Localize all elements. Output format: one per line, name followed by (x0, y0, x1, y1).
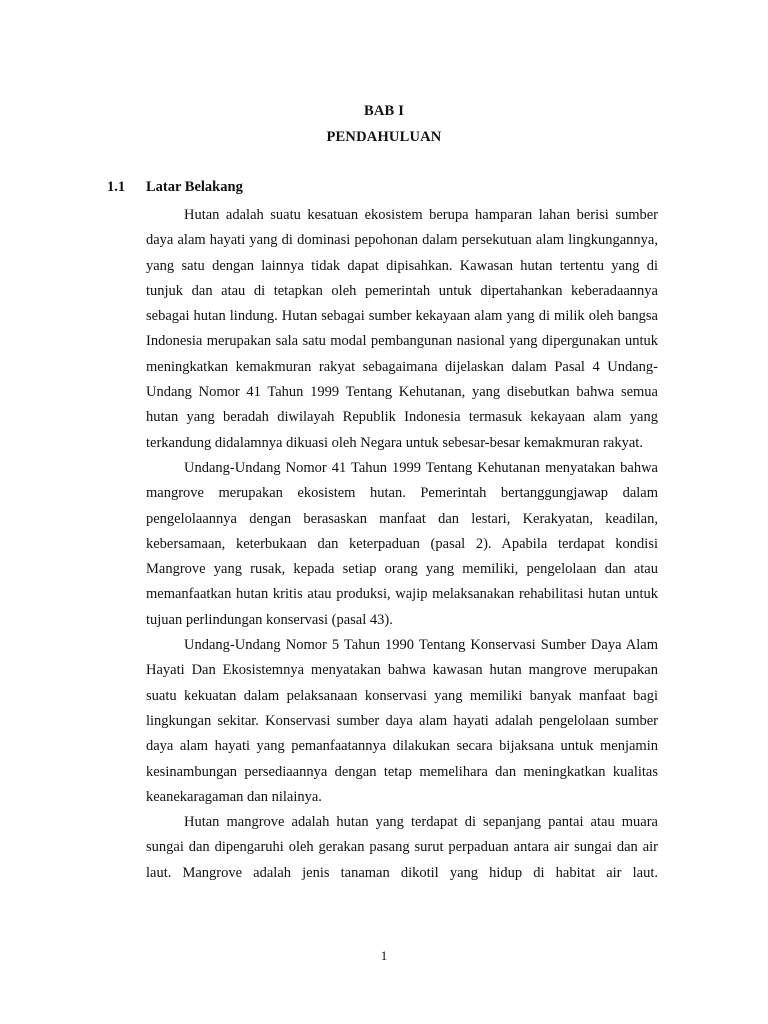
body-text (146, 203, 658, 886)
chapter-label: BAB I (363, 103, 405, 119)
chapter-title: PENDAHULUAN (326, 129, 442, 145)
page-number: 1 (380, 948, 388, 963)
paragraph: Undang-Undang Nomor 41 Tahun 1999 Tentang Kehutanan menyatakan bahwa mangrove merupakan ekosistem hutan. Pemerintah bertanggungjawap dalam pengelolaannya dengan berasaskan manfaat dan lestari, Kerakyatan, keadilan, kebersamaan, keterbukaan dan keterpaduan (pasal 2). Apabila terdapat kondisi Mangrove yang rusak, kepada setiap orang yang memiliki, pengelolaan dan atau memanfaatkan hutan kritis atau produksi, wajip melaksanakan rehabilitasi hutan untuk tujuan perlindungan konservasi (pasal 43). (146, 459, 658, 628)
paragraph: Hutan mangrove adalah hutan yang terdapat di sepanjang pantai atau muara sungai dan dipengaruhi oleh gerakan pasang surut perpaduan antara air sungai dan air laut. Mangrove adalah jenis tanaman dikotil yang hidup di habitat air laut. (146, 814, 658, 881)
section-title: Latar Belakang (146, 179, 243, 195)
section-heading (107, 179, 243, 196)
section-number: 1.1 (107, 179, 126, 195)
paragraph: Undang-Undang Nomor 5 Tahun 1990 Tentang Konservasi Sumber Daya Alam Hayati Dan Ekosistemnya menyatakan bahwa kawasan hutan mangrove merupakan suatu kekuatan dalam pelaksanaan konservasi yang memiliki banyak manfaat bagi lingkungan sekitar. Konservasi sumber daya alam hayati adalah pengelolaan sumber daya alam hayati yang pemanfaatannya dilakukan secara bijaksana untuk menjamin kesinambungan persediaannya dengan tetap memelihara dan meningkatkan kualitas keanekaragaman dan nilainya. (146, 637, 658, 805)
paragraph: Hutan adalah suatu kesatuan ekosistem berupa hamparan lahan berisi sumber daya alam hayati yang di dominasi pepohonan dalam persekutuan alam lingkungannya, yang satu dengan lainnya tidak dapat dipisahkan. Kawasan hutan tertentu yang di tunjuk dan atau di tetapkan oleh pemerintah untuk dipertahankan keberadaannya sebagai hutan lindung. Hutan sebagai sumber kekayaan alam yang di milik oleh bangsa Indonesia merupakan sala satu modal pembangunan nasional yang dipergunakan untuk meningkatkan kemakmuran rakyat sebagaimana dijelaskan dalam Pasal 4 Undang-Undang Nomor 41 Tahun 1999 Tentang Kehutanan, yang disebutkan bahwa semua hutan yang beradah diwilayah Republik Indonesia termasuk kekayaan alam yang terkandung didalamnya dikuasi oleh Negara untuk sebesar-besar kemakmuran rakyat. (146, 207, 658, 451)
